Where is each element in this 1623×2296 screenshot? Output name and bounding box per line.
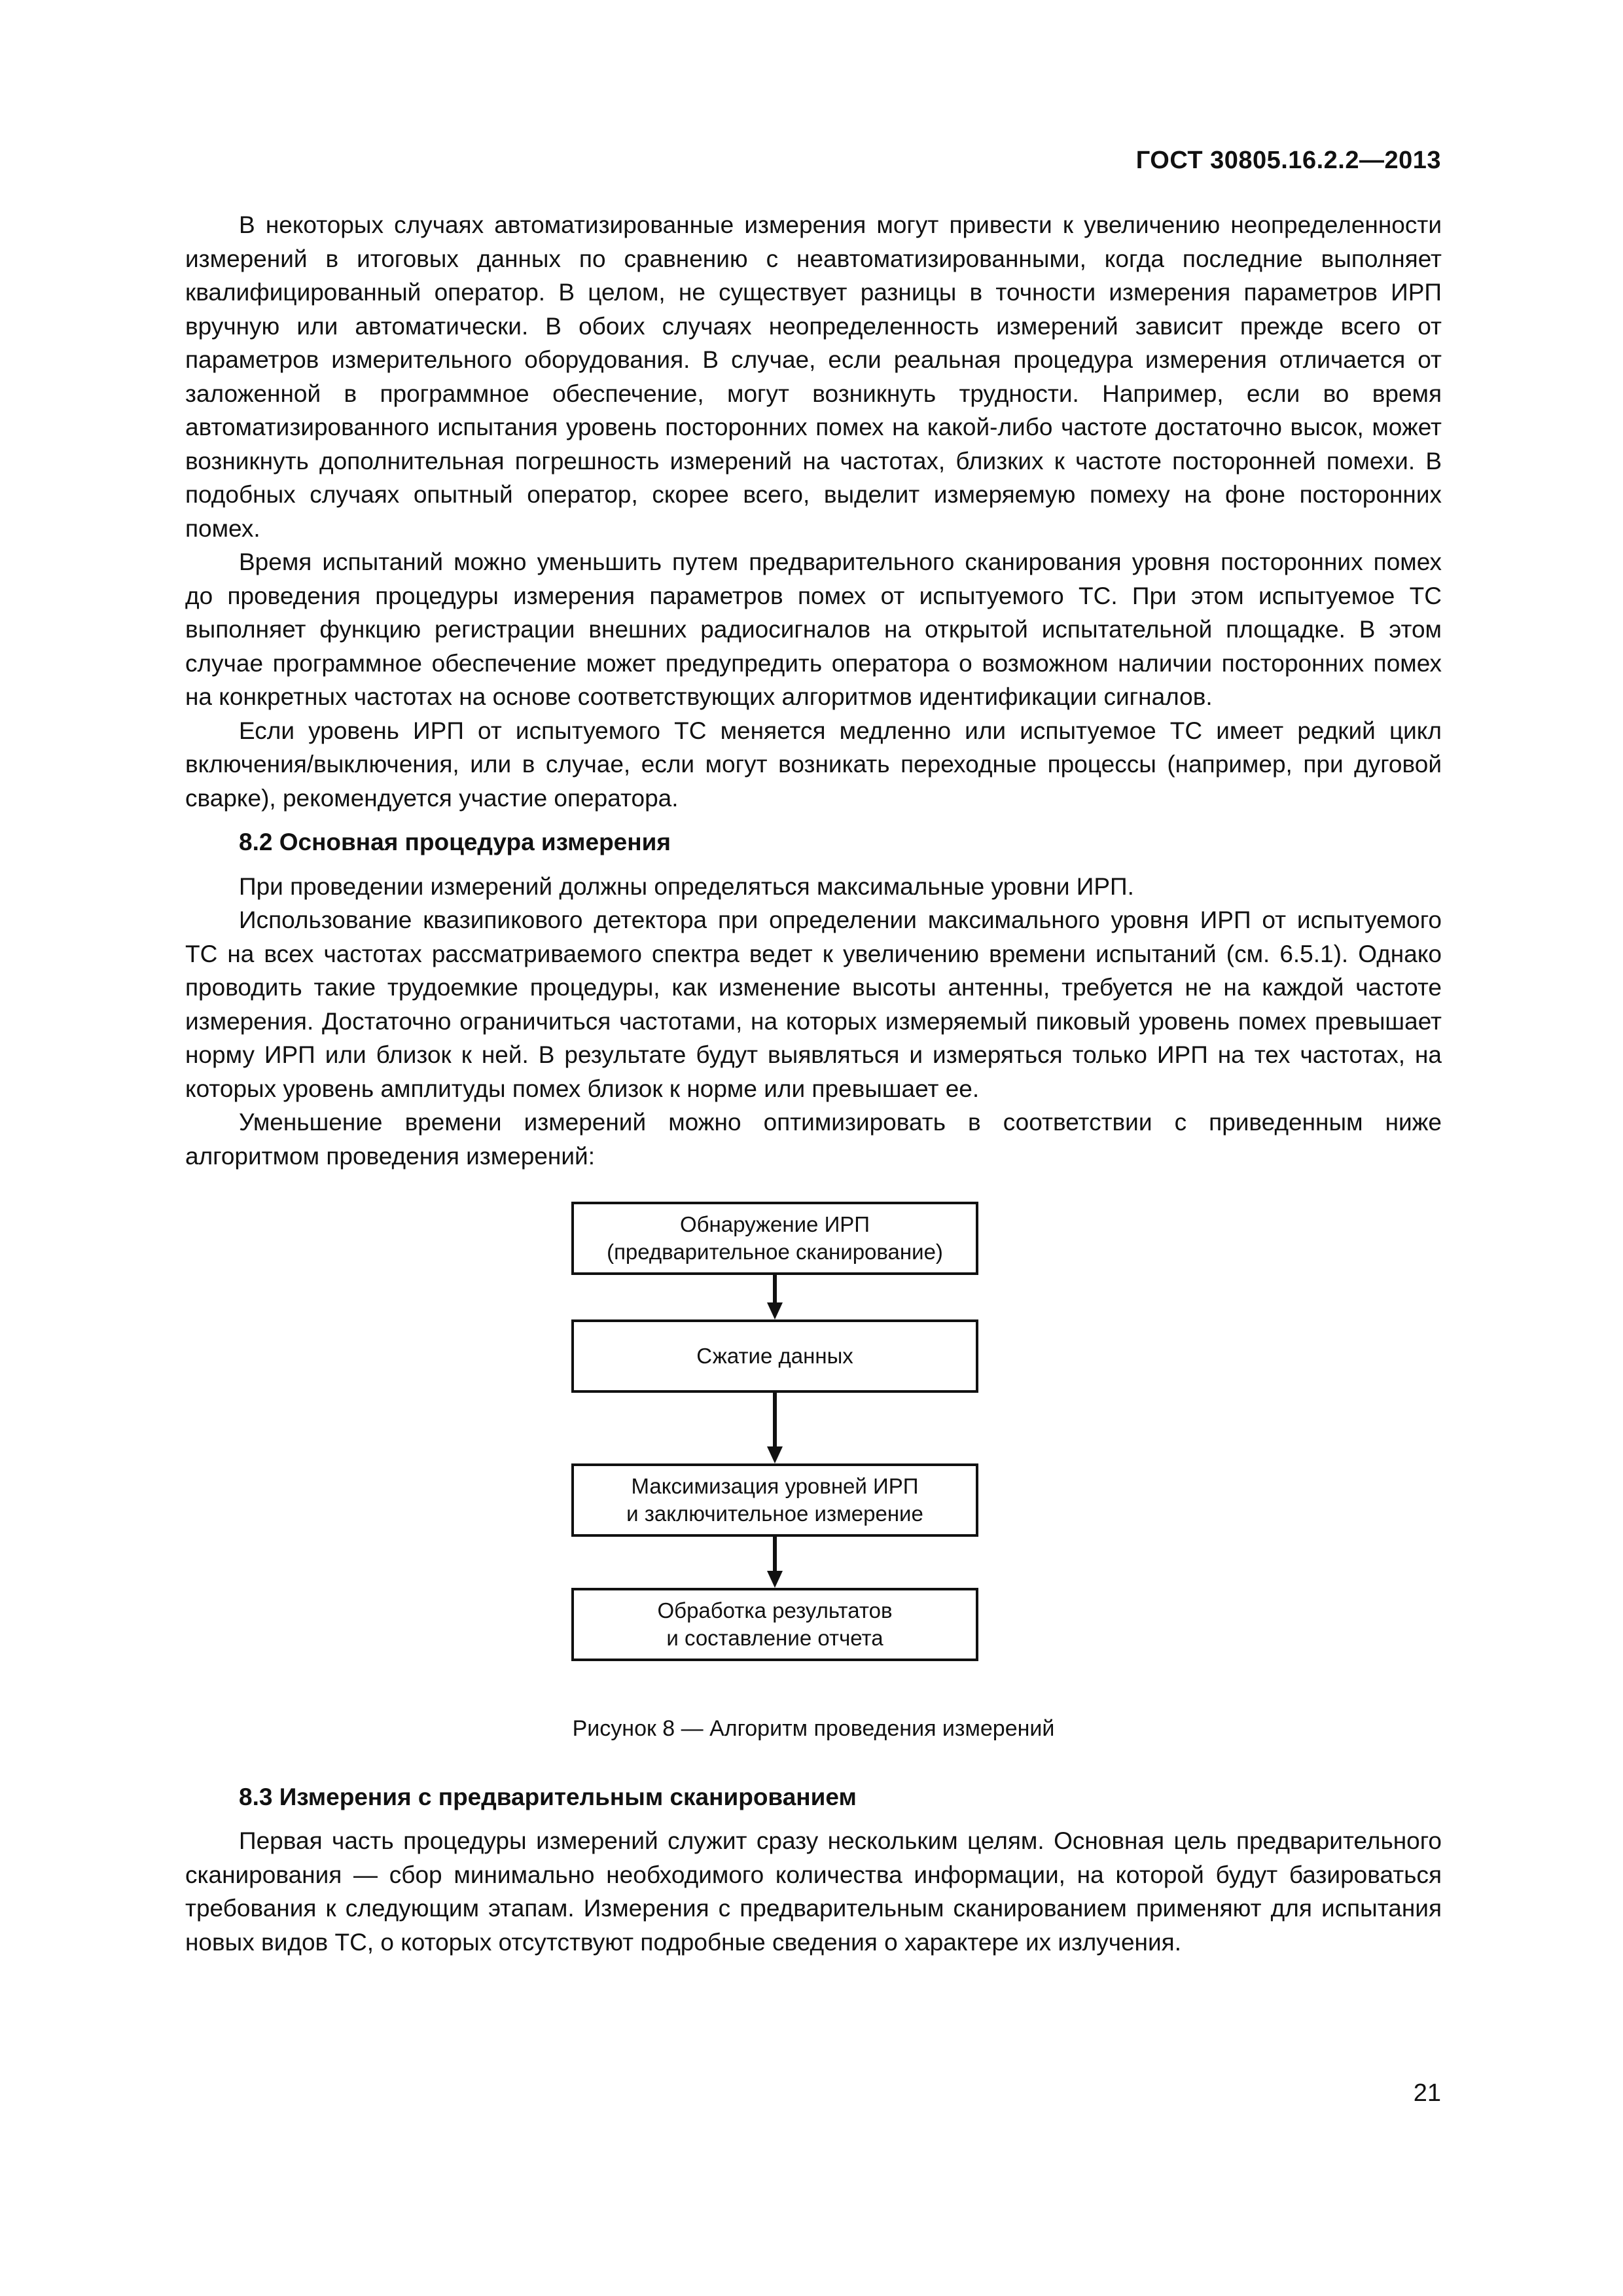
flowchart-arrowhead bbox=[767, 1571, 783, 1588]
flowchart-step-detection bbox=[571, 1202, 978, 1275]
flowchart-step-text: и составление отчета bbox=[666, 1626, 883, 1650]
flowchart-step-maximization bbox=[571, 1463, 978, 1537]
flowchart-figure bbox=[185, 1202, 1442, 1712]
flowchart-step-processing bbox=[571, 1588, 978, 1661]
figure-caption: Рисунок 8 — Алгоритм проведения измерений bbox=[572, 1716, 1055, 1741]
flowchart-step-text: и заключительное измерение bbox=[626, 1501, 923, 1526]
paragraph: При проведении измерений должны определяться максимальные уровни ИРП. bbox=[239, 872, 1134, 900]
paragraph: В некоторых случаях автоматизированные измерения могут привести к увеличению неопределенности измерений в итоговых данных по сравнению с неавтоматизированными, когда последние выполняет квалифицированный оператор. В целом, не существует разницы в точности измерения параметров ИРП вручную или автоматически. В обоих случаях неопределенность измерений зависит прежде всего от параметров измерительного оборудования. В случае, если реальная процедура измерения отличается от заложенной в программное обеспечение, могут возникнуть трудности. Например, если во время автоматизированного испытания уровень посторонних помех на какой-либо частоте достаточно высок, может возникнуть дополнительная погрешность измерений на частотах, близких к частоте посторонней помехи. В подобных случаях опытный оператор, скорее всего, выделит измеряемую помеху на фоне посторонних помех. bbox=[185, 211, 1442, 542]
paragraph: Использование квазипикового детектора при определении максимального уровня ИРП от испытуемого ТС на всех частотах рассматриваемого спектра ведет к увеличению времени испытаний (см. 6.5.1). Однако проводить такие трудоемкие процедуры, как изменение высоты антенны, требуется не на каждой частоте измерения. Достаточно ограничиться частотами, на которых измеряемый пиковый уровень помех превышает норму ИРП или близок к ней. В результате будут выявляться и измеряться только ИРП на тех частотах, на которых уровень амплитуды помех близок к норме или превышает ее. bbox=[185, 906, 1442, 1102]
flowchart-step-text: Максимизация уровней ИРП bbox=[631, 1474, 919, 1498]
flowchart-arrow bbox=[773, 1537, 777, 1571]
document-id-header: ГОСТ 30805.16.2.2—2013 bbox=[1135, 147, 1441, 174]
flowchart-arrow bbox=[773, 1393, 777, 1446]
section-heading-8-3: 8.3 Измерения с предварительным сканированием bbox=[239, 1783, 857, 1810]
paragraph: Уменьшение времени измерений можно оптимизировать в соответствии с приведенным ниже алгоритмом проведения измерений: bbox=[185, 1109, 1442, 1170]
flowchart-step-text: Обнаружение ИРП bbox=[679, 1212, 870, 1236]
flowchart-step-text: Обработка результатов bbox=[657, 1598, 893, 1623]
section-heading-8-2: 8.2 Основная процедура измерения bbox=[239, 829, 671, 855]
paragraph: Время испытаний можно уменьшить путем предварительного сканирования уровня посторонних помех до проведения процедуры измерения параметров помех от испытуемого ТС. При этом испытуемое ТС выполняет функцию регистрации внешних радиосигналов на открытой испытательной площадке. В этом случае программное обеспечение может предупредить оператора о возможном наличии посторонних помех на конкретных частотах на основе соответствующих алгоритмов идентификации сигналов. bbox=[185, 548, 1442, 710]
page-number: 21 bbox=[1413, 2079, 1441, 2107]
page-content bbox=[185, 208, 1442, 1959]
flowchart-step-text: (предварительное сканирование) bbox=[607, 1240, 943, 1264]
paragraph: Если уровень ИРП от испытуемого ТС меняется медленно или испытуемое ТС имеет редкий цикл включения/выключения, или в случае, если могут возникать переходные процессы (например, при дуговой сварке), рекомендуется участие оператора. bbox=[185, 717, 1442, 812]
flowchart-arrowhead bbox=[767, 1302, 783, 1319]
flowchart-arrow bbox=[773, 1275, 777, 1302]
flowchart-step-compression bbox=[571, 1319, 978, 1393]
paragraph: Первая часть процедуры измерений служит сразу нескольким целям. Основная цель предварительного сканирования — сбор минимально необходимого количества информации, на которой будут базироваться требования к следующим этапам. Измерения с предварительным сканированием применяют для испытания новых видов ТС, о которых отсутствуют подробные сведения о характере их излучения. bbox=[185, 1827, 1442, 1956]
flowchart-arrowhead bbox=[767, 1446, 783, 1463]
flowchart-step-text: Сжатие данных bbox=[696, 1344, 853, 1368]
